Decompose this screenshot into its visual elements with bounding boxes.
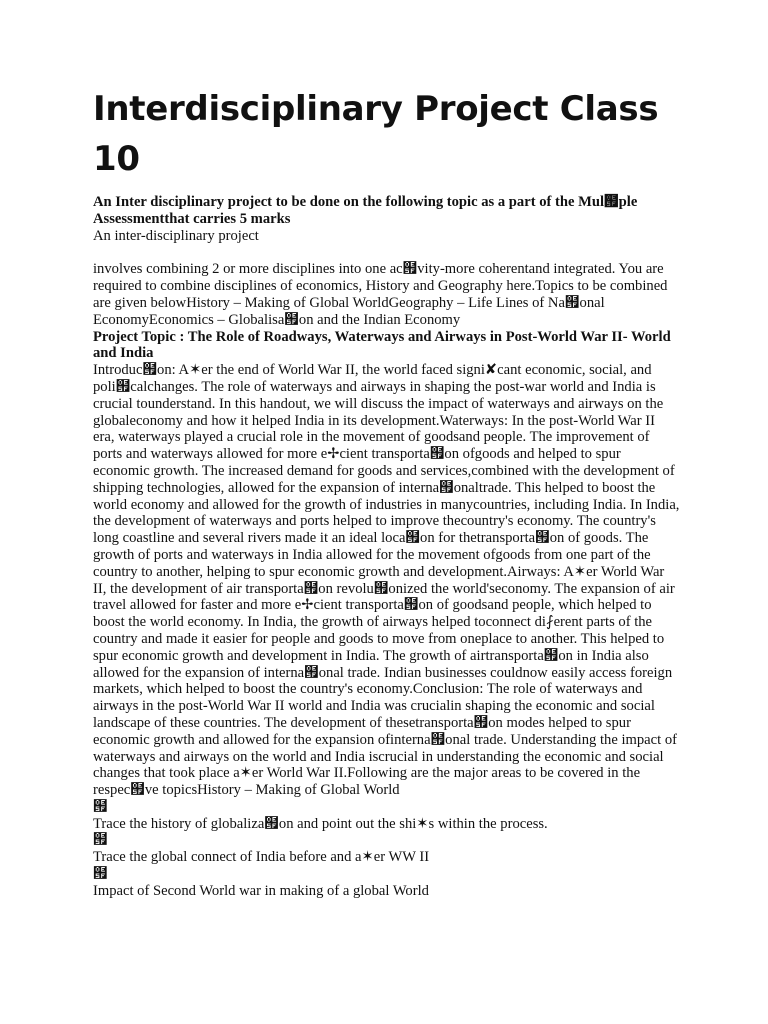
bullet-list [93,799,680,900]
list-item [93,832,680,866]
project-topic-heading: Project Topic : The Role of Roadways, Waterways and Airways in Post-World War II- World and India [93,328,671,362]
bullet-glyph-icon: ๟ [93,832,108,849]
list-item [93,866,680,900]
page-title: Interdisciplinary Project Class 10 [93,89,659,179]
bullet-glyph-icon: ๟ [93,866,108,883]
intro-paragraph: involves combining 2 or more disciplines into one ac๟vity-more coherentand integrated. You are required to combine disciplines of economics, History and Geography here.Topics to be combined are given belowHistory – Making of Global WorldGeography – Life Lines of Na๟onal EconomyEconomics – Globalisa๟on and the Indian Economy [93,261,668,328]
list-item [93,799,680,833]
intro-heading: An Inter disciplinary project to be done on the following topic as a part of the Mul๟ple Assessmentthat carries 5 marks [93,194,638,227]
paragraph-gap [93,244,680,261]
list-item-text: Trace the history of globaliza๟on and point out the shi✶s within the process. [93,815,548,832]
main-paragraph: Introduc๟on: A✶er the end of World War II, the world faced signi✘cant economic, social, and poli๟calchanges. The role of waterways and airways in shaping the post-war world and India is crucial tounderstand. In this handout, we will discuss the impact of waterways and airways on the globaleconomy and how it helped India in its development.Waterways: In the post-World War II era, waterways played a crucial role in the movement of goodsand people. The improvement of ports and waterways allowed for more e✢cient transporta๟on ofgoods and helped to spur economic growth. The increased demand for goods and services,combined with the development of shipping technologies, allowed for the expansion of interna๟onaltrade. This helped to boost the world economy and allowed for the growth of industries in manycountries, including India. In India, the development of waterways and ports helped to improve thecountry's economy. The country's long coastline and several rivers made it an ideal loca๟on for thetransporta๟on of goods. The growth of ports and waterways in India allowed for the movement ofgoods from one part of the country to another, helping to spur economic growth and development.Airways: A✶er World War II, the development of air transporta๟on revolu๟onized the world'seconomy. The expansion of air travel allowed for faster and more e✢cient transporta๟on of goodsand people, which helped to boost the world economy. In India, the growth of airways helped toconnect di⨏erent parts of the country and made it easier for people and goods to move from oneplace to another. This helped to spur economic growth and development in India. The growth of airtransporta๟on in India also allowed for the expansion of interna๟onal trade. Indian businesses couldnow easily access foreign markets, which helped to boost the country's economy.Conclusion: The role of waterways and airways in the post-World War II world and India was crucialin shaping the economic and social landscape of these countries. The development of thesetransporta๟on modes helped to spur economic growth and allowed for the expansion ofinterna๟onal trade. Understanding the impact of waterways and airways on the world and India iscrucial in understanding the economic and social changes that took place a✶er World War II.Following are the major areas to be covered in the respec๟ve topicsHistory – Making of Global World [93,362,680,799]
list-item-text: Impact of Second World war in making of a global World [93,882,429,899]
bullet-glyph-icon: ๟ [93,798,108,815]
intro-subtitle: An inter-disciplinary project [93,227,259,244]
list-item-text: Trace the global connect of India before and a✶er WW II [93,849,430,866]
document-body [93,194,680,900]
